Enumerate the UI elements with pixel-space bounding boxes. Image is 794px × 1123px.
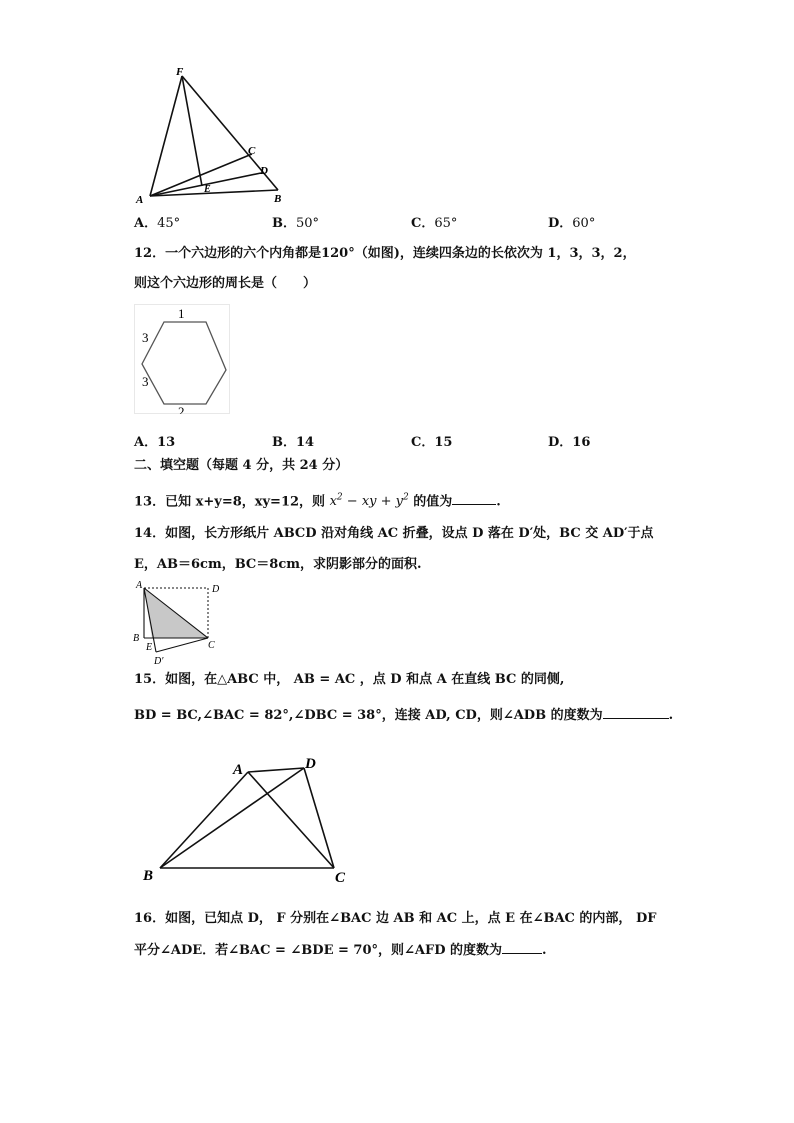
q12-label-left-upper: 3 bbox=[142, 330, 149, 345]
q14-label-d: D bbox=[212, 584, 220, 595]
q12-label-left-lower: 3 bbox=[142, 374, 149, 389]
q15-line2: BD = BC,∠BAC = 82°,∠DBC = 38°，连接 AD, CD，则∠ADB 的度数为 bbox=[134, 708, 603, 723]
q15-label-a: A bbox=[233, 762, 244, 778]
q14-line1: 14．如图，长方形纸片 ABCD 沿对角线 AC 折叠，设点 D 落在 D′处，BC 交 AD′于点 bbox=[134, 526, 654, 541]
q11-option-a: A．45° bbox=[134, 216, 181, 231]
q11-label-f: F bbox=[176, 66, 184, 78]
q11-label-d: D bbox=[260, 165, 268, 177]
q12-line2: 则这个六边形的周长是（ ） bbox=[134, 276, 317, 291]
q16-line2: 平分∠ADE．若∠BAC = ∠BDE = 70°，则∠AFD 的度数为 bbox=[134, 943, 503, 958]
q11-label-a: A bbox=[136, 194, 144, 206]
q11-option-d: D．60° bbox=[548, 216, 596, 231]
q14-label-a: A bbox=[136, 580, 143, 591]
q15-answer-blank bbox=[603, 706, 669, 719]
q12-option-c: C．15 bbox=[411, 435, 453, 450]
q15-triangle-figure bbox=[138, 752, 358, 890]
section2-heading: 二、填空题（每题 4 分，共 24 分） bbox=[134, 458, 349, 473]
q11-options bbox=[134, 212, 654, 232]
q12-options bbox=[134, 431, 654, 451]
q11-label-e: E bbox=[204, 184, 211, 195]
q16-line1: 16．如图，已知点 D， F 分别在∠BAC 边 AB 和 AC 上，点 E 在∠BAC 的内部， DF bbox=[134, 911, 657, 926]
q12-label-bottom: 2 bbox=[178, 404, 185, 414]
q15-label-b: B bbox=[143, 868, 154, 884]
q13-line: 13．已知 x+y=8，xy=12，则 $x^2$ − xy + $y^2$ 的值为 . bbox=[134, 493, 501, 510]
q13-prefix: 13．已知 x+y=8，xy=12，则 bbox=[134, 494, 326, 510]
q14-label-c: C bbox=[208, 640, 215, 651]
q11-option-c: C．65° bbox=[411, 216, 458, 231]
q12-hexagon-figure bbox=[134, 304, 230, 414]
q15-label-d: D bbox=[305, 756, 316, 772]
q11-figure bbox=[130, 62, 295, 207]
q11-label-b: B bbox=[274, 193, 282, 205]
q14-line2: E，AB＝6cm，BC＝8cm，求阴影部分的面积. bbox=[134, 557, 422, 572]
q11-label-c: C bbox=[248, 145, 256, 157]
q13-suffix: 的值为 bbox=[413, 494, 453, 510]
q12-option-a: A．13 bbox=[134, 435, 176, 450]
q12-label-top: 1 bbox=[178, 306, 185, 321]
q14-rectangle-figure bbox=[132, 578, 224, 668]
q14-label-e: E bbox=[146, 642, 153, 653]
q12-line1: 12．一个六边形的六个内角都是120°（如图)，连续四条边的长依次为 1，3，3，2， bbox=[134, 246, 636, 261]
q12-option-d: D．16 bbox=[548, 435, 591, 450]
q16-line2-wrap: 平分∠ADE．若∠BAC = ∠BDE = 70°，则∠AFD 的度数为 . bbox=[134, 943, 547, 958]
q16-answer-blank bbox=[502, 941, 542, 954]
q15-label-c: C bbox=[335, 870, 346, 886]
q12-option-b: B．14 bbox=[272, 435, 315, 450]
q15-line1: 15．如图，在△ABC 中， AB = AC ，点 D 和点 A 在直线 BC 的同侧, bbox=[134, 672, 565, 687]
q14-label-b: B bbox=[133, 633, 140, 644]
q11-option-b: B．50° bbox=[272, 216, 320, 231]
q13-answer-blank bbox=[452, 492, 496, 505]
q14-label-d-prime: D′ bbox=[154, 656, 164, 667]
q13-expression: $x^2$ − xy + $y^2$ bbox=[329, 493, 409, 510]
q15-line2-wrap: BD = BC,∠BAC = 82°,∠DBC = 38°，连接 AD, CD，则∠ADB 的度数为 . bbox=[134, 708, 674, 723]
